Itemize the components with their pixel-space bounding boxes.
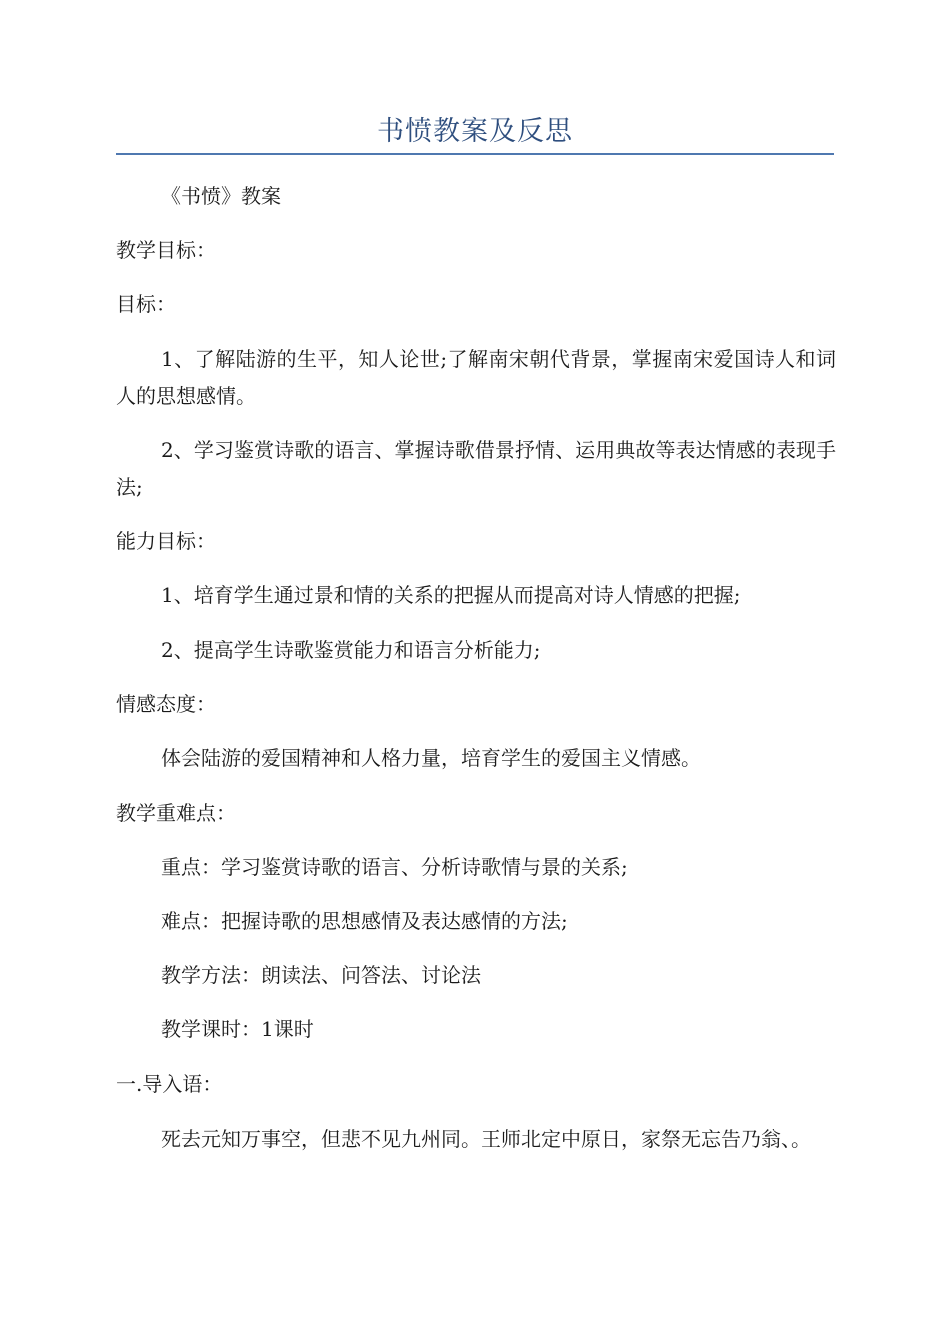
heading-teaching-goals: 教学目标： <box>116 238 216 262</box>
heading-ability-goals: 能力目标： <box>116 529 216 553</box>
lesson-subtitle: 《书愤》教案 <box>161 184 281 208</box>
heading-key-points: 教学重难点： <box>116 801 236 825</box>
intro-poem: 死去元知万事空，但悲不见九州同。王师北定中原日，家祭无忘告乃翁、。 <box>161 1127 811 1151</box>
difficult-point: 难点：把握诗歌的思想感情及表达感情的方法; <box>161 909 568 933</box>
ability-item-1: 1、培育学生通过景和情的关系的把握从而提高对诗人情感的把握; <box>161 583 741 607</box>
goal-item-1: 1、了解陆游的生平，知人论世;了解南宋朝代背景，掌握南宋爱国诗人和词人的思想感情。 <box>116 347 836 408</box>
goal-item-2: 2、学习鉴赏诗歌的语言、掌握诗歌借景抒情、运用典故等表达情感的表现手法; <box>116 438 836 499</box>
heading-emotion: 情感态度： <box>116 692 216 716</box>
title-underline <box>116 153 834 155</box>
ability-item-2: 2、提高学生诗歌鉴赏能力和语言分析能力; <box>161 638 541 662</box>
document-title: 书愤教案及反思 <box>377 116 573 147</box>
section-intro-heading: 一.导入语： <box>116 1072 223 1096</box>
emotion-item-1: 体会陆游的爱国精神和人格力量，培育学生的爱国主义情感。 <box>161 746 701 770</box>
teaching-methods: 教学方法：朗读法、问答法、讨论法 <box>161 963 481 987</box>
heading-goals: 目标： <box>116 292 176 316</box>
key-point: 重点：学习鉴赏诗歌的语言、分析诗歌情与景的关系; <box>161 855 628 879</box>
teaching-hours: 教学课时：1课时 <box>161 1017 314 1041</box>
